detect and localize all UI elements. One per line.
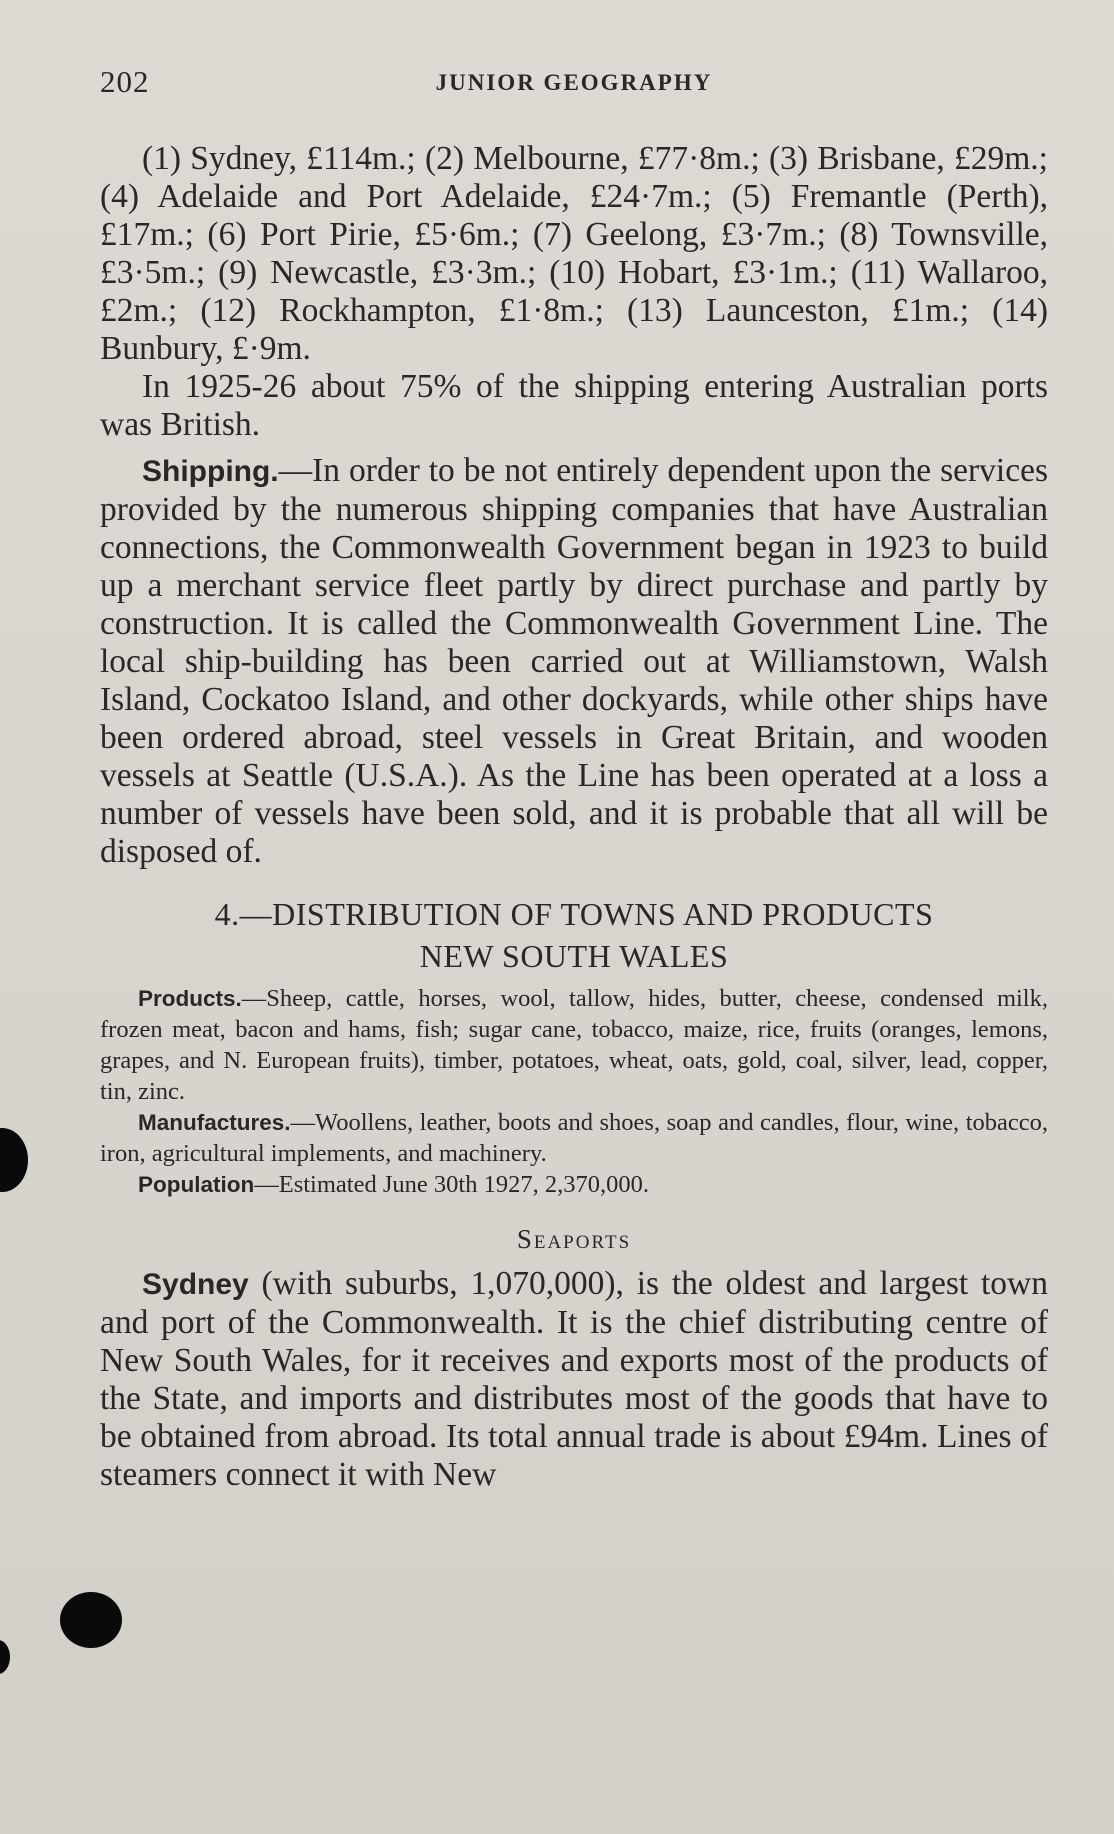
punch-hole-edge (0, 1640, 10, 1674)
page-header (100, 58, 1048, 108)
shipping-paragraph (100, 452, 1048, 871)
running-head: JUNIOR GEOGRAPHY (435, 70, 713, 95)
manufactures-label: Manufactures. (138, 1110, 291, 1135)
products-text: —Sheep, cattle, horses, wool, tallow, hides, butter, cheese, condensed milk, frozen meat, bacon and hams, fish; sugar cane, tobacco, maize, rice, fruits (oranges, lemons, grapes, and N. European fruits), timber, potatoes, wheat, oats, gold, coal, silver, lead, copper, tin, zinc. (100, 985, 1048, 1105)
british-shipping-paragraph: In 1925-26 about 75% of the shipping entering Australian ports was British. (100, 368, 1048, 443)
shipping-label: Shipping. (142, 455, 279, 488)
manufactures-paragraph (100, 1107, 1048, 1169)
sydney-text: (with suburbs, 1,070,000), is the oldest and largest town and port of the Commonwealth. It is the chief distributing centre of New South Wales, for it receives and exports most of the products of the State, and imports and distributes most of the goods that have to be obtained from abroad. Its total annual trade is about £94m. Lines of steamers connect it with New (100, 1265, 1048, 1493)
sydney-paragraph (100, 1265, 1048, 1494)
population-paragraph (100, 1169, 1048, 1200)
page-number: 202 (100, 64, 150, 99)
body-text (100, 140, 1048, 1494)
manufactures-text: —Woollens, leather, boots and shoes, soap and candles, flour, wine, tobacco, iron, agricultural implements, and machinery. (100, 1109, 1048, 1167)
shipping-text: —In order to be not entirely dependent upon the services provided by the numerous shipping companies that have Australian connections, the Commonwealth Government began in 1923 to build up a merchant service fleet partly by direct purchase and partly by construction. It is called the Commonwealth Government Line. The local ship-building has been carried out at Williamstown, Walsh Island, Cockatoo Island, and other dockyards, while other ships have been ordered abroad, steel vessels in Great Britain, and wooden vessels at Seattle (U.S.A.). As the Line has been operated at a loss a number of vessels have been sold, and it is probable that all will be disposed of. (100, 452, 1048, 870)
section-heading-line1: 4.—DISTRIBUTION OF TOWNS AND PRODUCTS (214, 896, 934, 932)
ports-trade-paragraph: (1) Sydney, £114m.; (2) Melbourne, £77·8m.; (3) Brisbane, £29m.; (4) Adelaide and Port Adelaide, £24·7m.; (5) Fremantle (Perth), £17m.; (6) Port Pirie, £5·6m.; (7) Geelong, £3·7m.; (8) Townsville, £3·5m.; (9) Newcastle, £3·3m.; (10) Hobart, £3·1m.; (11) Wallaroo, £2m.; (12) Rockhampton, £1·8m.; (13) Launceston, £1m.; (14) Bunbury, £·9m. (100, 140, 1048, 367)
products-paragraph (100, 983, 1048, 1107)
punch-hole-upper (0, 1128, 28, 1192)
section-heading-line2: NEW SOUTH WALES (419, 938, 729, 974)
sydney-label: Sydney (142, 1268, 249, 1301)
seaports-heading: Seaports (516, 1224, 632, 1254)
section-heading (100, 893, 1048, 977)
population-text: —Estimated June 30th 1927, 2,370,000. (254, 1171, 649, 1198)
products-label: Products. (138, 986, 242, 1011)
state-facts (100, 983, 1048, 1200)
punch-hole-lower (60, 1592, 122, 1648)
population-label: Population (138, 1172, 255, 1197)
